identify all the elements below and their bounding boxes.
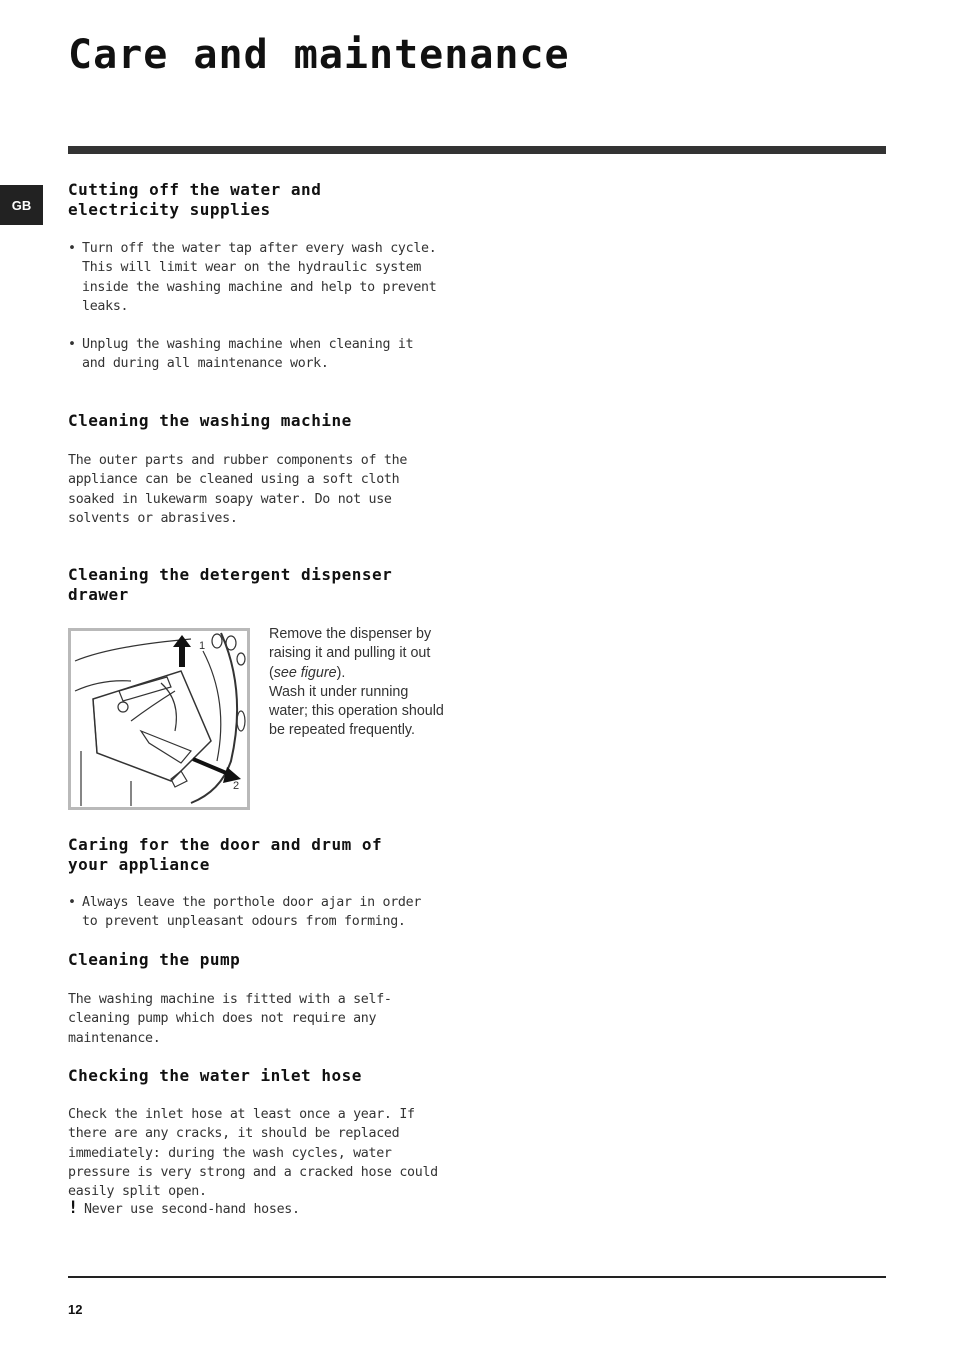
- heading-line: Caring for the door and drum of: [68, 835, 383, 854]
- hose-body: [68, 1105, 444, 1201]
- section-door: [68, 835, 444, 875]
- section-heading-pump: Cleaning the pump: [68, 950, 241, 969]
- text-span: ).: [336, 664, 346, 681]
- heading-line: Cleaning the detergent dispenser: [68, 565, 393, 584]
- section-pump: [68, 950, 444, 970]
- text-span: Remove the dispenser by raising it and pulling it out (: [269, 626, 432, 681]
- header-rule: [68, 146, 886, 154]
- text-span: Wash it under running water; this operation should be repeated frequently.: [269, 683, 444, 739]
- dispenser-instructions: [269, 625, 449, 741]
- heading-line: Cutting off the water and: [68, 180, 322, 199]
- warning-icon: !: [68, 1198, 78, 1218]
- dispenser-drawer-figure: [68, 628, 250, 810]
- page-title: Care and maintenance: [68, 32, 570, 78]
- figure-label-1: 1: [199, 640, 206, 652]
- section-dispenser: [68, 565, 444, 605]
- section-heading-dispenser: [68, 565, 444, 605]
- bullet-item: • Turn off the water tap after every wash cycle. This will limit wear on the hydraulic system inside the washing machine and help to prevent leaks.: [68, 239, 444, 316]
- door-bullets: [68, 893, 444, 932]
- page-number: 12: [68, 1302, 83, 1317]
- section-supplies: [68, 180, 444, 220]
- heading-line: drawer: [68, 585, 129, 604]
- pump-body: [68, 990, 444, 1048]
- section-heading-cleaning-machine: Cleaning the washing machine: [68, 411, 352, 430]
- section-heading-door: [68, 835, 444, 875]
- supplies-bullets: [68, 239, 444, 316]
- warning-text: Never use second-hand hoses.: [83, 1202, 300, 1217]
- hose-warning: [68, 1199, 444, 1219]
- section-hose: [68, 1066, 444, 1086]
- see-figure-reference: see figure: [273, 664, 337, 681]
- paragraph: The washing machine is fitted with a self-cleaning pump which does not require any maintenance.: [68, 992, 392, 1046]
- bullet-item: • Unplug the washing machine when cleaning it and during all maintenance work.: [68, 335, 444, 374]
- paragraph: Check the inlet hose at least once a year. If there are any cracks, it should be replaced immediately: during the wash cycles, water pressure is very strong and a cracked hose could easily split open.: [68, 1107, 438, 1200]
- heading-line: your appliance: [68, 855, 210, 874]
- language-tab: GB: [0, 185, 43, 225]
- supplies-bullets-2: [68, 335, 444, 374]
- figure-label-2: 2: [233, 780, 240, 792]
- section-heading-hose: Checking the water inlet hose: [68, 1066, 362, 1085]
- section-cleaning-machine: [68, 411, 444, 431]
- warning-note: [68, 1199, 444, 1219]
- paragraph: The outer parts and rubber components of the appliance can be cleaned using a soft cloth soaked in lukewarm soapy water. Do not use solvents or abrasives.: [68, 453, 408, 526]
- cleaning-machine-body: [68, 451, 444, 528]
- heading-line: electricity supplies: [68, 200, 271, 219]
- section-heading-supplies: [68, 180, 444, 220]
- footer-rule: [68, 1276, 886, 1278]
- dispenser-drawer-illustration: [71, 631, 247, 807]
- bullet-item: • Always leave the porthole door ajar in order to prevent unpleasant odours from forming.: [68, 893, 444, 932]
